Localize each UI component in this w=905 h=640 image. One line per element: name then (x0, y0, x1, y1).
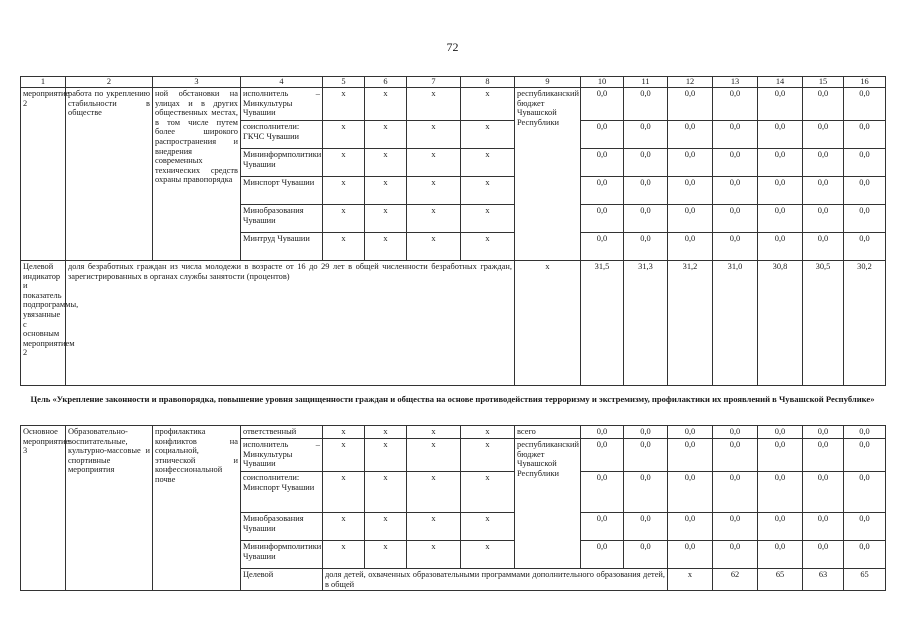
code-cell: x (407, 88, 461, 121)
measure-task: работа по укреплению стабильности в обществе (66, 88, 153, 261)
measure-name: мероприятие 2 (21, 88, 66, 261)
measure-description: ной обстановки на улицах и в других общественных местах, в том числе путем более широкого распространения и внедрения современных технических средств охраны правопорядка (153, 88, 241, 261)
column-number: 7 (407, 77, 461, 88)
code-cell: x (365, 439, 407, 472)
value-cell: 0,0 (713, 149, 758, 177)
value-cell: 0,0 (803, 472, 844, 513)
value-cell: 0,0 (713, 205, 758, 233)
measure-description: профилактика конфликтов на социальной, этнической и конфессиональной почве (153, 426, 241, 591)
value-cell: 0,0 (758, 513, 803, 541)
code-cell: x (461, 149, 515, 177)
code-cell: x (407, 439, 461, 472)
code-cell: x (323, 513, 365, 541)
value-cell: 0,0 (581, 472, 624, 513)
value-cell: 0,0 (844, 439, 886, 472)
value-cell: 0,0 (668, 439, 713, 472)
value-cell: 0,0 (803, 177, 844, 205)
value-cell: 0,0 (624, 177, 668, 205)
executor-cell: Минобразования Чувашии (241, 513, 323, 541)
code-cell: x (461, 177, 515, 205)
value-cell: 0,0 (758, 439, 803, 472)
code-cell: x (461, 513, 515, 541)
value-cell: 0,0 (581, 233, 624, 261)
code-cell: x (461, 541, 515, 569)
executor-cell: соисполнители: ГКЧС Чувашии (241, 121, 323, 149)
code-cell: x (323, 205, 365, 233)
value-cell: 0,0 (581, 121, 624, 149)
indicator-value: 30,8 (758, 261, 803, 386)
code-cell: x (407, 149, 461, 177)
code-cell: x (323, 121, 365, 149)
code-cell: x (323, 177, 365, 205)
code-cell: x (365, 88, 407, 121)
value-cell: 0,0 (713, 426, 758, 439)
value-cell: 0,0 (668, 233, 713, 261)
code-cell: x (407, 426, 461, 439)
code-cell: x (407, 513, 461, 541)
value-cell: 0,0 (668, 426, 713, 439)
value-cell: 0,0 (803, 541, 844, 569)
executor-cell: исполнитель – Минкультуры Чувашии (241, 439, 323, 472)
value-cell: 0,0 (803, 439, 844, 472)
column-number: 5 (323, 77, 365, 88)
column-number: 13 (713, 77, 758, 88)
funding-source: республиканский бюджет Чувашской Республики (515, 88, 581, 261)
column-number: 12 (668, 77, 713, 88)
value-cell: 0,0 (581, 426, 624, 439)
indicator-value: 31,2 (668, 261, 713, 386)
column-number: 15 (803, 77, 844, 88)
value-cell: 0,0 (844, 541, 886, 569)
code-cell: x (365, 205, 407, 233)
value-cell: 0,0 (803, 149, 844, 177)
value-cell: 0,0 (624, 472, 668, 513)
value-cell: 0,0 (758, 472, 803, 513)
goal-heading: Цель «Укрепление законности и правопорядка, повышение уровня защищенности граждан и общества на основе противодействия терроризму и экстремизму, профилактики их проявлений в Чувашской Республике» (30, 394, 875, 404)
value-cell: 0,0 (581, 541, 624, 569)
indicator-text: доля детей, охваченных образовательными программами дополнительного образования детей, в общей (323, 569, 668, 591)
indicator-label: Целевой индикатор и показатель подпрограммы, увязанные с основным мероприятием 2 (21, 261, 66, 386)
value-cell: 0,0 (803, 121, 844, 149)
measure-name: Основное мероприятие 3 (21, 426, 66, 591)
code-cell: x (323, 541, 365, 569)
code-cell: x (365, 513, 407, 541)
value-cell: 0,0 (581, 439, 624, 472)
code-cell: x (407, 472, 461, 513)
value-cell: 0,0 (713, 513, 758, 541)
funding-total: всего (515, 426, 581, 439)
value-cell: 0,0 (758, 149, 803, 177)
value-cell: 0,0 (844, 121, 886, 149)
value-cell: 0,0 (844, 233, 886, 261)
code-cell: x (323, 439, 365, 472)
header-row (21, 77, 886, 88)
indicator-label: Целевой (241, 569, 323, 591)
code-cell: x (323, 233, 365, 261)
page-number: 72 (446, 40, 459, 54)
value-cell: 0,0 (668, 177, 713, 205)
program-table-part-2 (20, 425, 886, 591)
code-cell: x (461, 233, 515, 261)
value-cell: 0,0 (713, 121, 758, 149)
executor-cell: исполнитель – Минкультуры Чувашии (241, 88, 323, 121)
code-cell: x (365, 177, 407, 205)
indicator-value: 30,2 (844, 261, 886, 386)
indicator-mark: x (515, 261, 581, 386)
value-cell: 0,0 (758, 205, 803, 233)
value-cell: 0,0 (668, 472, 713, 513)
column-number: 9 (515, 77, 581, 88)
value-cell: 0,0 (844, 513, 886, 541)
column-number: 2 (66, 77, 153, 88)
executor-cell: ответственный (241, 426, 323, 439)
executor-cell: соисполнители: Минспорт Чувашии (241, 472, 323, 513)
code-cell: x (461, 121, 515, 149)
code-cell: x (407, 233, 461, 261)
code-cell: x (461, 472, 515, 513)
indicator-value: 65 (844, 569, 886, 591)
code-cell: x (365, 233, 407, 261)
column-number: 6 (365, 77, 407, 88)
indicator-text: доля безработных граждан из числа молодежи в возрасте от 16 до 29 лет в общей численности безработных граждан, зарегистрированных в органах службы занятости (процентов) (66, 261, 515, 386)
value-cell: 0,0 (624, 426, 668, 439)
indicator-value: 62 (713, 569, 758, 591)
indicator-value: 31,0 (713, 261, 758, 386)
value-cell: 0,0 (581, 513, 624, 541)
indicator-value: 63 (803, 569, 844, 591)
table-row (21, 426, 886, 439)
value-cell: 0,0 (624, 88, 668, 121)
indicator-mark: x (668, 569, 713, 591)
value-cell: 0,0 (758, 121, 803, 149)
value-cell: 0,0 (581, 88, 624, 121)
value-cell: 0,0 (624, 149, 668, 177)
value-cell: 0,0 (624, 121, 668, 149)
value-cell: 0,0 (668, 205, 713, 233)
executor-cell: Мининформполитики Чувашии (241, 149, 323, 177)
value-cell: 0,0 (581, 205, 624, 233)
funding-source: республиканский бюджет Чувашской Республики (515, 439, 581, 569)
value-cell: 0,0 (624, 233, 668, 261)
value-cell: 0,0 (803, 426, 844, 439)
value-cell: 0,0 (758, 426, 803, 439)
value-cell: 0,0 (624, 205, 668, 233)
value-cell: 0,0 (713, 88, 758, 121)
column-number: 10 (581, 77, 624, 88)
code-cell: x (461, 439, 515, 472)
code-cell: x (407, 177, 461, 205)
code-cell: x (365, 121, 407, 149)
value-cell: 0,0 (668, 541, 713, 569)
column-number: 8 (461, 77, 515, 88)
value-cell: 0,0 (713, 472, 758, 513)
measure-task: Образовательно-воспитательные, культурно-массовые и спортивные мероприятия (66, 426, 153, 591)
value-cell: 0,0 (844, 88, 886, 121)
value-cell: 0,0 (668, 121, 713, 149)
value-cell: 0,0 (581, 177, 624, 205)
column-number: 1 (21, 77, 66, 88)
value-cell: 0,0 (758, 233, 803, 261)
code-cell: x (323, 472, 365, 513)
value-cell: 0,0 (758, 88, 803, 121)
column-number: 16 (844, 77, 886, 88)
value-cell: 0,0 (624, 513, 668, 541)
value-cell: 0,0 (713, 177, 758, 205)
column-number: 14 (758, 77, 803, 88)
column-number: 11 (624, 77, 668, 88)
code-cell: x (365, 426, 407, 439)
executor-cell: Мининформполитики Чувашии (241, 541, 323, 569)
indicator-row (21, 261, 886, 386)
code-cell: x (407, 205, 461, 233)
value-cell: 0,0 (844, 177, 886, 205)
value-cell: 0,0 (844, 205, 886, 233)
code-cell: x (461, 88, 515, 121)
code-cell: x (323, 88, 365, 121)
executor-cell: Минспорт Чувашии (241, 177, 323, 205)
code-cell: x (323, 426, 365, 439)
value-cell: 0,0 (803, 88, 844, 121)
value-cell: 0,0 (758, 541, 803, 569)
value-cell: 0,0 (581, 149, 624, 177)
value-cell: 0,0 (844, 426, 886, 439)
value-cell: 0,0 (713, 439, 758, 472)
column-number: 3 (153, 77, 241, 88)
program-table-part-1 (20, 76, 886, 386)
value-cell: 0,0 (844, 149, 886, 177)
code-cell: x (365, 541, 407, 569)
table-row (21, 88, 886, 121)
value-cell: 0,0 (668, 513, 713, 541)
code-cell: x (365, 149, 407, 177)
value-cell: 0,0 (803, 205, 844, 233)
code-cell: x (461, 205, 515, 233)
value-cell: 0,0 (713, 233, 758, 261)
indicator-value: 31,3 (624, 261, 668, 386)
code-cell: x (323, 149, 365, 177)
indicator-value: 31,5 (581, 261, 624, 386)
value-cell: 0,0 (803, 233, 844, 261)
value-cell: 0,0 (713, 541, 758, 569)
value-cell: 0,0 (803, 513, 844, 541)
value-cell: 0,0 (844, 472, 886, 513)
executor-cell: Минобразования Чувашии (241, 205, 323, 233)
indicator-value: 30,5 (803, 261, 844, 386)
executor-cell: Минтруд Чувашии (241, 233, 323, 261)
code-cell: x (461, 426, 515, 439)
code-cell: x (407, 121, 461, 149)
value-cell: 0,0 (624, 439, 668, 472)
column-number: 4 (241, 77, 323, 88)
value-cell: 0,0 (668, 149, 713, 177)
value-cell: 0,0 (668, 88, 713, 121)
indicator-value: 65 (758, 569, 803, 591)
code-cell: x (365, 472, 407, 513)
value-cell: 0,0 (758, 177, 803, 205)
code-cell: x (407, 541, 461, 569)
value-cell: 0,0 (624, 541, 668, 569)
